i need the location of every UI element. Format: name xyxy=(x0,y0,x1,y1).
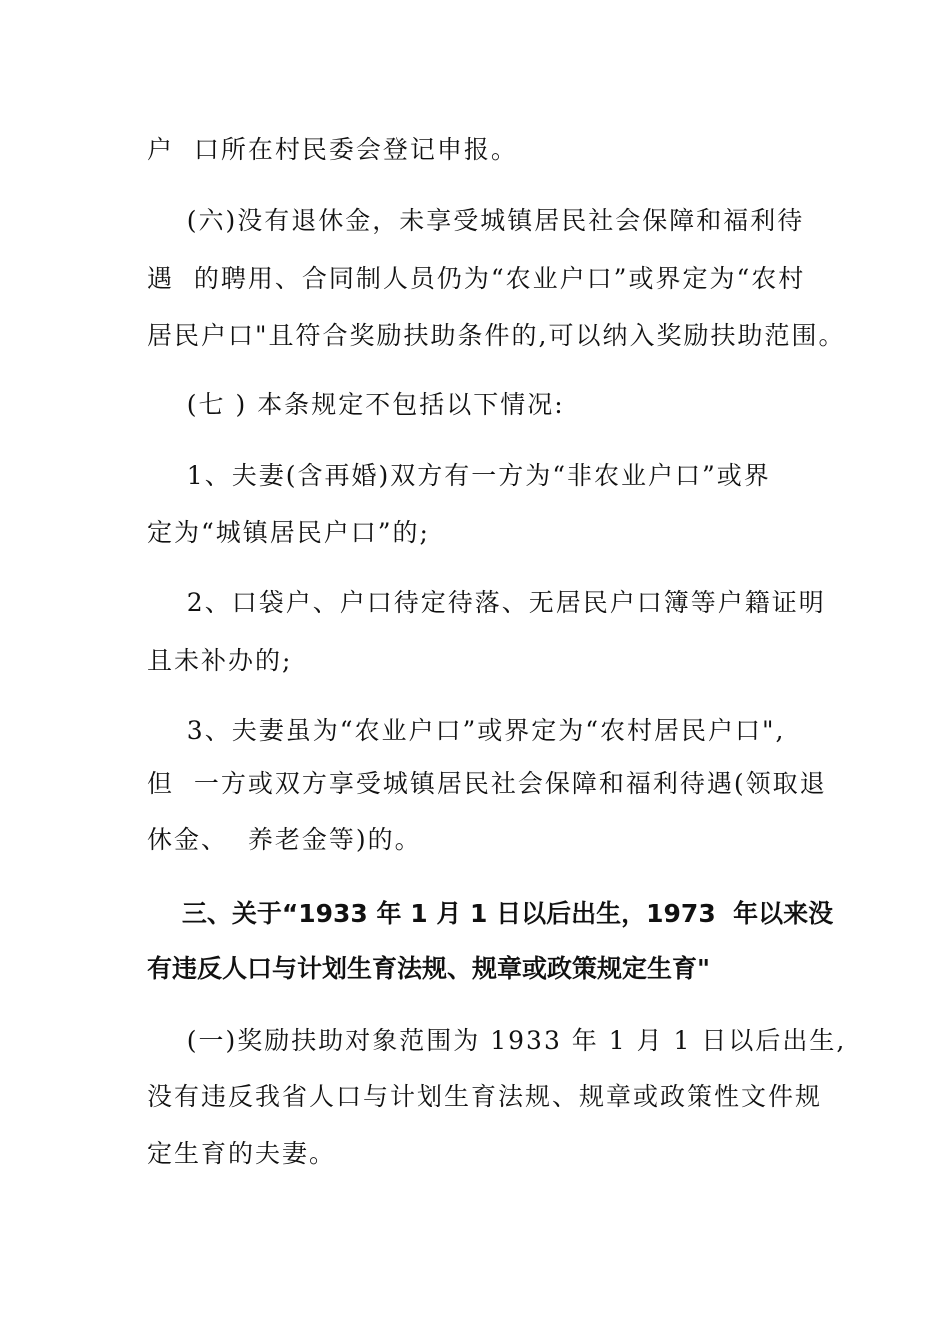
section-heading-line: 有违反人口与计划生育法规、规章或政策规定生育" xyxy=(147,954,711,983)
paragraph-line: (一)奖励扶助对象范围为 1933 年 1 月 1 日以后出生, xyxy=(147,1026,847,1055)
section-heading-line: 三、关于“1933 年 1 月 1 日以后出生，1973 年以来没 xyxy=(147,899,834,928)
paragraph-line: 户 口所在村民委会登记申报。 xyxy=(147,135,518,164)
paragraph-line: 1、夫妻(含再婚)双方有一方为“非农业户口”或界 xyxy=(147,461,771,490)
paragraph-line: 定为“城镇居民户口”的; xyxy=(147,518,430,547)
paragraph-line: 且未补办的; xyxy=(147,646,293,675)
paragraph-line: 遇 的聘用、合同制人员仍为“农业户口”或界定为“农村 xyxy=(147,264,806,293)
paragraph-line: (六)没有退休金，未享受城镇居民社会保障和福利待 xyxy=(147,206,805,235)
paragraph-line: 3、夫妻虽为“农业户口”或界定为“农村居民户口", xyxy=(147,716,786,745)
paragraph-line: 2、口袋户、户口待定待落、无居民户口簿等户籍证明 xyxy=(147,588,826,617)
paragraph-line: 休金、 养老金等)的。 xyxy=(147,825,422,854)
paragraph-line: 定生育的夫妻。 xyxy=(147,1139,337,1168)
paragraph-line: 但 一方或双方享受城镇居民社会保障和福利待遇(领取退 xyxy=(147,769,827,798)
paragraph-line: (七 ) 本条规定不包括以下情况: xyxy=(147,390,565,419)
paragraph-line: 居民户口"且符合奖励扶助条件的,可以纳入奖励扶助范围。 xyxy=(147,321,846,350)
paragraph-line: 没有违反我省人口与计划生育法规、规章或政策性文件规 xyxy=(147,1082,823,1111)
